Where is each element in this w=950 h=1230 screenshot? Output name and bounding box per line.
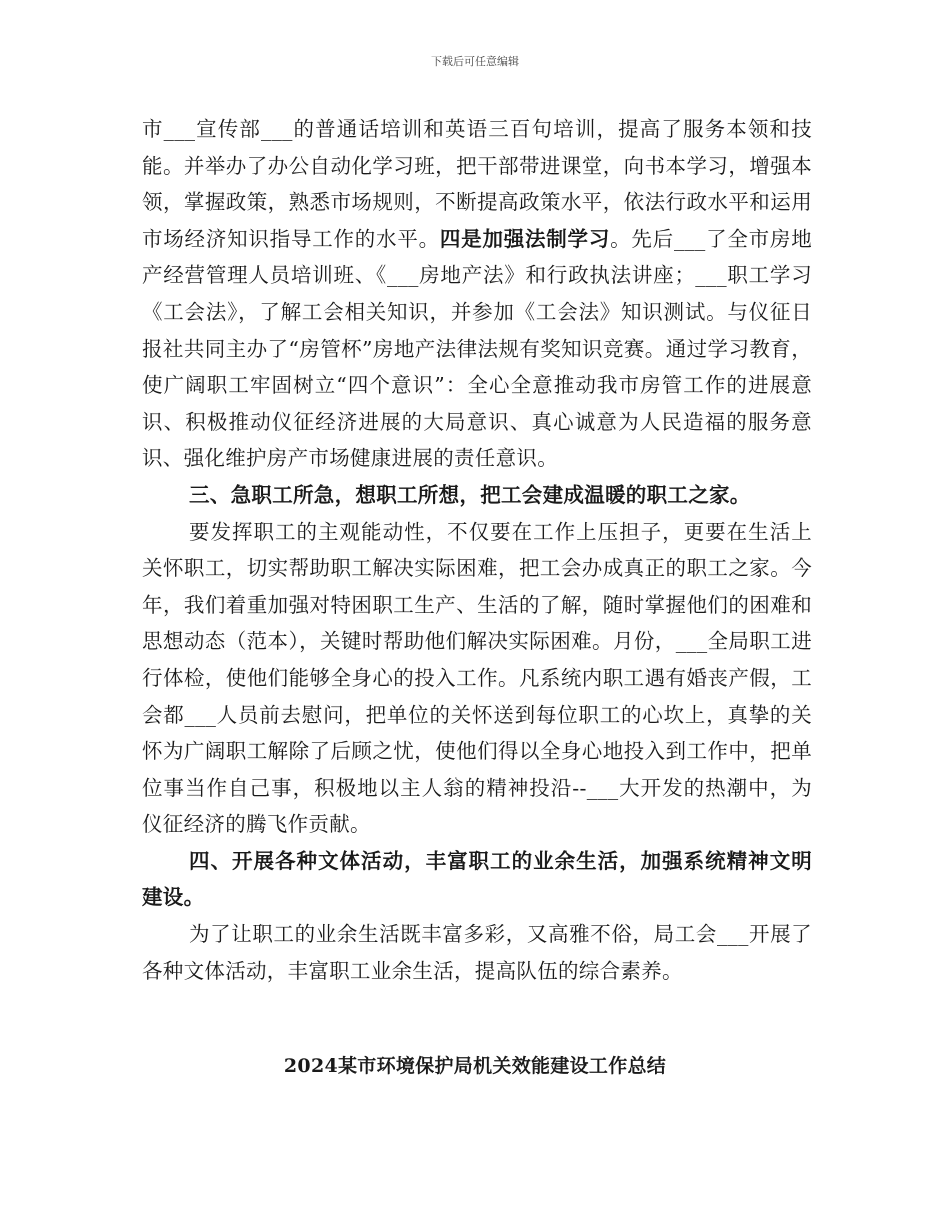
paragraph-text: 市___宣传部___的普通话培训和英语三百句培训，提高了服务本领和技能。并举办了办公自动化学习班，把干部带进课堂，向书本学习，增强本领，掌握政策，熟悉市场规则，不断提高政策水平，依法行政水平和运用市场经济知识指导工作的水平。 bbox=[142, 117, 812, 251]
paragraph-activities: 为了让职工的业余生活既丰富多彩，又高雅不俗，局工会___开展了各种文体活动，丰富职工业余生活，提高队伍的综合素养。 bbox=[142, 922, 812, 983]
header-note: 下载后可任意编辑 bbox=[431, 55, 519, 68]
paragraph-training bbox=[142, 111, 812, 477]
next-document-title: 2024某市环境保护局机关效能建设工作总结 bbox=[283, 1055, 667, 1077]
document-body bbox=[142, 111, 812, 989]
section-heading-4: 四、开展各种文体活动，丰富职工的业余生活，加强系统精神文明建设。 bbox=[142, 848, 812, 910]
paragraph-text: 。先后___了全市房地产经营管理人员培训班、《___房地产法》和行政执法讲座；___职工学习《工会法》，了解工会相关知识，并参加《工会法》知识测试。与仪征日报社共同主办了“房管杯”房地产法律法规有奖知识竞赛。通过学习教育，使广阔职工牢固树立“四个意识”：全心全意推动我市房管工作的进展意识、积极推动仪征经济进展的大局意识、真心诚意为人民造福的服务意识、强化维护房产市场健康进展的责任意识。 bbox=[142, 226, 812, 471]
section-heading-3: 三、急职工所急，想职工所想，把工会建成温暖的职工之家。 bbox=[189, 482, 751, 507]
bold-point-legal-study: 四是加强法制学习 bbox=[439, 226, 611, 251]
paragraph-care: 要发挥职工的主观能动性，不仅要在工作上压担子，更要在生活上关怀职工，切实帮助职工解决实际困难，把工会办成真正的职工之家。今年，我们着重加强对特困职工生产、生活的了解，随时掌握他们的困难和思想动态（范本），关键时帮助他们解决实际困难。月份，___全局职工进行体检，使他们能够全身心的投入工作。凡系统内职工遇有婚丧产假，工会都___人员前去慰问，把单位的关怀送到每位职工的心坎上，真挚的关怀为广阔职工解除了后顾之忧，使他们得以全身心地投入到工作中，把单位事当作自己事，积极地以主人翁的精神投沿--___大开发的热潮中，为仪征经济的腾飞作贡献。 bbox=[142, 519, 812, 837]
